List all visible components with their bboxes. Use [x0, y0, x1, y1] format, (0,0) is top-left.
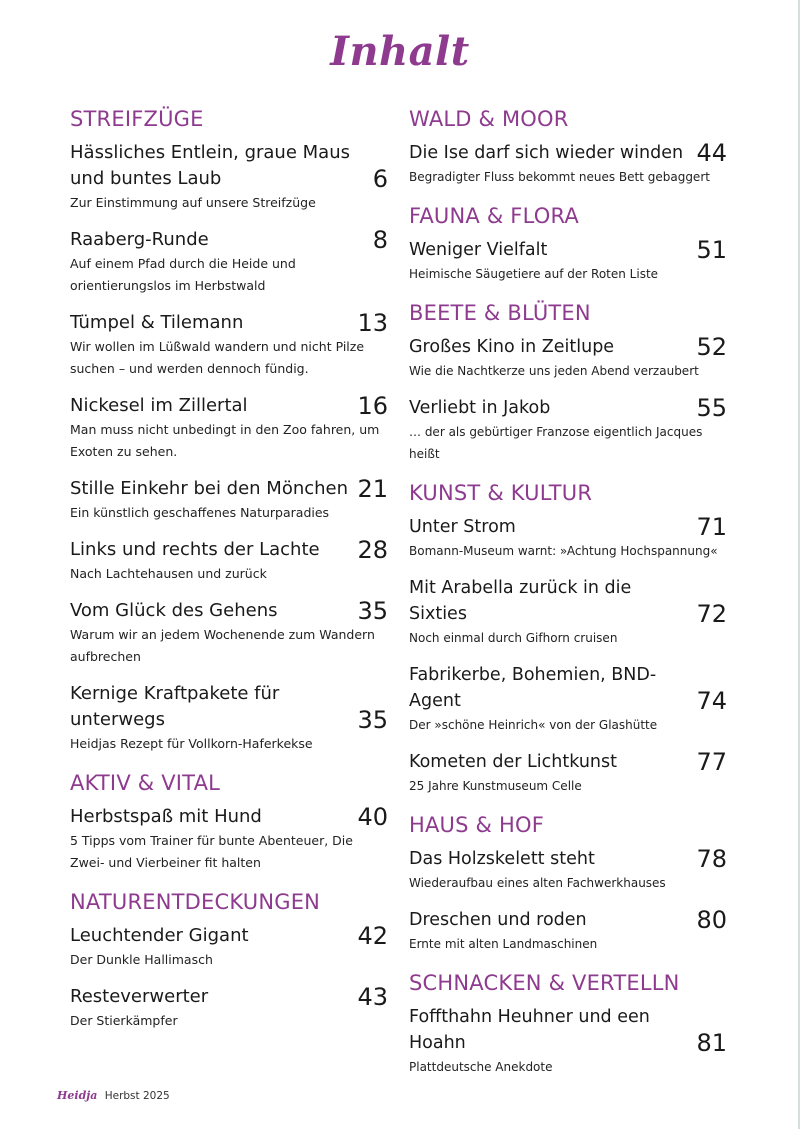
toc-entry-page-number: 52 [696, 333, 727, 361]
section-heading: WALD & MOOR [409, 107, 569, 131]
toc-entry-title: Nickesel im Zillertal [70, 395, 248, 416]
toc-entry-title: Die Ise darf sich wieder winden [409, 143, 684, 163]
toc-entry[interactable] [70, 598, 388, 668]
toc-entry-head [70, 476, 388, 502]
toc-entry[interactable] [70, 140, 388, 214]
toc-entry-title: Links und rechts der Lachte [70, 539, 320, 560]
toc-entry-subtitle: Wir wollen im Lüßwald wandern und nicht Pilze suchen – und werden dennoch fündig. [70, 339, 365, 376]
page-title: Inhalt [330, 28, 470, 75]
toc-entry[interactable] [409, 237, 727, 285]
toc-entry[interactable] [409, 907, 727, 955]
toc-entry-title: Kometen der Lichtkunst [409, 752, 617, 772]
toc-entry-page-number: 8 [372, 226, 388, 254]
toc-entry-title: Leuchtender Gigant [70, 925, 249, 946]
section-heading: SCHNACKEN & VERTELLN [409, 971, 680, 995]
toc-entry[interactable] [70, 923, 388, 971]
toc-entry-subtitle: Der Stierkämpfer [70, 1013, 178, 1028]
toc-entry-page-number: 55 [696, 394, 727, 422]
toc-column-left [70, 104, 388, 1045]
toc-entry-page-number: 74 [696, 687, 727, 715]
toc-entry-head [409, 237, 727, 263]
toc-entry-subtitle: 25 Jahre Kunstmuseum Celle [409, 779, 582, 793]
section-heading: NATURENTDECKUNGEN [70, 890, 321, 914]
toc-entry-title: Herbstspaß mit Hund [70, 806, 262, 827]
toc-entry-title: Hässliches Entlein, graue Maus und buntes Laub [70, 142, 350, 189]
toc-entry[interactable] [70, 227, 388, 297]
toc-entry[interactable] [409, 334, 727, 382]
toc-entry-subtitle: Noch einmal durch Gifhorn cruisen [409, 631, 618, 645]
toc-entry-page-number: 51 [696, 236, 727, 264]
toc-entry-page-number: 81 [696, 1029, 727, 1057]
toc-entry-head [70, 310, 388, 336]
toc-entry-title: Weniger Vielfalt [409, 240, 548, 260]
toc-entry-page-number: 71 [696, 513, 727, 541]
toc-entry-title: Fabrikerbe, Bohemien, BND-Agent [409, 665, 657, 711]
toc-entry[interactable] [70, 984, 388, 1032]
toc-entry-subtitle: Heidjas Rezept für Vollkorn-Haferkekse [70, 736, 313, 751]
toc-entry[interactable] [409, 575, 727, 649]
toc-entry-subtitle: … der als gebürtiger Franzose eigentlich Jacques heißt [409, 425, 703, 461]
toc-entry-subtitle: Zur Einstimmung auf unsere Streifzüge [70, 195, 316, 210]
toc-entry-head [409, 334, 727, 360]
toc-entry-head [409, 846, 727, 872]
toc-entry-subtitle: Ein künstlich geschaffenes Naturparadies [70, 505, 330, 520]
toc-entry[interactable] [70, 681, 388, 755]
toc-entry[interactable] [70, 537, 388, 585]
toc-entry-subtitle: Der Dunkle Hallimasch [70, 952, 213, 967]
toc-column-right [409, 104, 727, 1091]
toc-entry-title: Raaberg-Runde [70, 229, 209, 250]
toc-entry-head [70, 227, 388, 253]
toc-entry-head [409, 575, 727, 627]
section-heading: BEETE & BLÜTEN [409, 301, 591, 325]
toc-entry-head [409, 140, 727, 166]
toc-entry[interactable] [409, 846, 727, 894]
toc-entry-page-number: 28 [357, 536, 388, 564]
toc-entry[interactable] [409, 140, 727, 188]
toc-entry-page-number: 78 [696, 845, 727, 873]
toc-entry-subtitle: Nach Lachtehausen und zurück [70, 566, 267, 581]
toc-entry[interactable] [409, 514, 727, 562]
toc-entry-subtitle: Man muss nicht unbedingt in den Zoo fahren, um Exoten zu sehen. [70, 422, 380, 459]
toc-entry-page-number: 6 [372, 165, 388, 193]
toc-entry-subtitle: Ernte mit alten Landmaschinen [409, 937, 598, 951]
toc-entry-head [409, 662, 727, 714]
toc-entry-head [70, 681, 388, 733]
toc-entry-page-number: 35 [357, 706, 388, 734]
toc-entry-page-number: 21 [357, 475, 388, 503]
toc-entry-subtitle: Bomann-Museum warnt: »Achtung Hochspannung« [409, 544, 718, 558]
toc-entry-head [409, 749, 727, 775]
toc-entry-subtitle: Begradigter Fluss bekommt neues Bett gebaggert [409, 170, 710, 184]
toc-entry-head [70, 598, 388, 624]
toc-entry-page-number: 80 [696, 906, 727, 934]
issue-label: Herbst 2025 [104, 1090, 170, 1102]
toc-entry-title: Großes Kino in Zeitlupe [409, 337, 615, 357]
toc-entry-subtitle: Plattdeutsche Anekdote [409, 1060, 553, 1074]
toc-entry-head [409, 395, 727, 421]
toc-entry-title: Das Holzskelett steht [409, 849, 595, 869]
toc-entry-page-number: 35 [357, 597, 388, 625]
toc-entry-head [409, 514, 727, 540]
toc-entry-head [70, 393, 388, 419]
toc-entry-subtitle: 5 Tipps vom Trainer für bunte Abenteuer, Die Zwei- und Vierbeiner fit halten [70, 833, 353, 870]
toc-entry-subtitle: Auf einem Pfad durch die Heide und orientierungslos im Herbstwald [70, 256, 296, 293]
toc-entry-page-number: 44 [696, 139, 727, 167]
toc-entry-head [409, 1004, 727, 1056]
toc-entry-title: Verliebt in Jakob [409, 398, 551, 418]
magazine-logo: Heidja [57, 1089, 98, 1102]
toc-entry-page-number: 77 [696, 748, 727, 776]
toc-entry[interactable] [70, 804, 388, 874]
toc-entry-page-number: 42 [357, 922, 388, 950]
toc-entry-subtitle: Wie die Nachtkerze uns jeden Abend verzaubert [409, 364, 699, 378]
toc-entry-subtitle: Warum wir an jedem Wochenende zum Wandern aufbrechen [70, 627, 375, 664]
toc-entry-page-number: 16 [357, 392, 388, 420]
toc-entry[interactable] [409, 395, 727, 465]
toc-entry-title: Tümpel & Tilemann [70, 312, 244, 333]
toc-entry-subtitle: Der »schöne Heinrich« von der Glashütte [409, 718, 658, 732]
footer [57, 1089, 170, 1102]
toc-entry-page-number: 40 [357, 803, 388, 831]
section-heading: KUNST & KULTUR [409, 481, 593, 505]
toc-entry-head [409, 907, 727, 933]
toc-entry-head [70, 923, 388, 949]
section-heading: FAUNA & FLORA [409, 204, 579, 228]
toc-entry-title: Resteverwerter [70, 986, 209, 1007]
toc-entry-head [70, 537, 388, 563]
toc-entry-title: Kernige Kraftpakete für unterwegs [70, 683, 280, 730]
section-heading: AKTIV & VITAL [70, 771, 221, 795]
toc-entry-head [70, 984, 388, 1010]
toc-entry[interactable] [409, 749, 727, 797]
toc-entry-title: Unter Strom [409, 517, 516, 537]
toc-entry[interactable] [409, 662, 727, 736]
toc-entry-head [70, 140, 388, 192]
toc-entry-subtitle: Heimische Säugetiere auf der Roten Liste [409, 267, 659, 281]
toc-entry-page-number: 13 [357, 309, 388, 337]
toc-entry[interactable] [70, 310, 388, 380]
toc-entry-title: Mit Arabella zurück in die Sixties [409, 578, 632, 624]
toc-entry[interactable] [70, 393, 388, 463]
toc-entry[interactable] [70, 476, 388, 524]
toc-entry-title: Dreschen und roden [409, 910, 587, 930]
toc-entry-page-number: 72 [696, 600, 727, 628]
toc-entry-head [70, 804, 388, 830]
toc-entry-title: Foffthahn Heuhner und een Hoahn [409, 1007, 650, 1053]
section-heading: HAUS & HOF [409, 813, 544, 837]
toc-entry-page-number: 43 [357, 983, 388, 1011]
toc-entry-title: Vom Glück des Gehens [70, 600, 278, 621]
toc-entry-subtitle: Wiederaufbau eines alten Fachwerkhauses [409, 876, 666, 890]
toc-entry-title: Stille Einkehr bei den Mönchen [70, 478, 349, 499]
toc-entry[interactable] [409, 1004, 727, 1078]
section-heading: STREIFZÜGE [70, 107, 204, 131]
